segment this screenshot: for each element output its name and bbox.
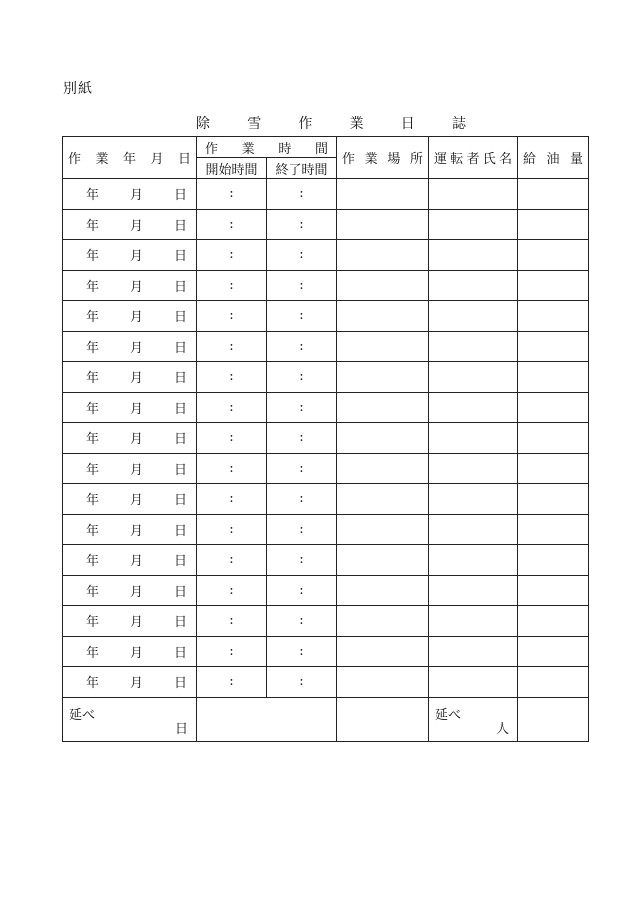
table-row (63, 362, 589, 393)
fuel-amount-cell[interactable] (518, 179, 589, 210)
end-time-cell[interactable] (267, 423, 337, 454)
heading-char: 転 (450, 152, 464, 167)
work-date-cell[interactable] (63, 392, 197, 423)
work-date-cell[interactable] (63, 331, 197, 362)
document-title (196, 113, 466, 133)
start-time-cell[interactable] (197, 179, 267, 210)
fuel-amount-cell[interactable] (518, 484, 589, 515)
time-separator: : (229, 643, 234, 659)
fuel-amount-cell[interactable] (518, 575, 589, 606)
end-time-cell[interactable] (267, 331, 337, 362)
total-place-blank (337, 697, 429, 741)
work-date-cell[interactable] (63, 423, 197, 454)
month-label: 月 (129, 218, 143, 234)
header-work-place (337, 137, 429, 179)
total-days-unit: 日 (174, 721, 188, 737)
work-place-cell[interactable] (337, 636, 429, 667)
driver-name-cell[interactable] (429, 331, 518, 362)
day-label: 日 (173, 340, 187, 356)
end-time-cell[interactable] (267, 545, 337, 576)
year-label: 年 (85, 310, 99, 326)
month-label: 月 (129, 340, 143, 356)
start-time-cell[interactable] (197, 240, 267, 271)
end-time-cell[interactable] (267, 667, 337, 698)
work-date-cell[interactable] (63, 606, 197, 637)
month-label: 月 (129, 188, 143, 204)
heading-char: 誌 (451, 116, 466, 132)
month-label: 月 (129, 523, 143, 539)
year-label: 年 (85, 188, 99, 204)
table-row (63, 667, 589, 698)
day-label: 日 (173, 493, 187, 509)
heading-char: 作 (205, 141, 219, 157)
day-label: 日 (173, 584, 187, 600)
table-row (63, 240, 589, 271)
start-time-cell[interactable] (197, 667, 267, 698)
month-label: 月 (129, 432, 143, 448)
work-place-cell[interactable] (337, 514, 429, 545)
day-label: 日 (173, 218, 187, 234)
header-fuel-amount (518, 137, 589, 179)
time-separator: : (299, 399, 304, 415)
heading-char: 業 (349, 116, 364, 132)
work-date-cell[interactable] (63, 301, 197, 332)
fuel-amount-cell[interactable] (518, 209, 589, 240)
time-separator: : (299, 582, 304, 598)
end-time-cell[interactable] (267, 270, 337, 301)
heading-char: 氏 (482, 152, 496, 167)
year-label: 年 (85, 371, 99, 387)
fuel-amount-cell[interactable] (518, 301, 589, 332)
heading-char: 所 (409, 152, 423, 167)
total-fuel-blank (518, 697, 589, 741)
total-days-cell (63, 697, 197, 741)
time-separator: : (229, 338, 234, 354)
heading-char: 日 (177, 152, 191, 167)
heading-char: 時 (278, 141, 292, 157)
driver-name-cell[interactable] (429, 453, 518, 484)
work-place-cell[interactable] (337, 240, 429, 271)
work-date-cell[interactable] (63, 575, 197, 606)
table-row (63, 453, 589, 484)
year-label: 年 (85, 645, 99, 661)
day-label: 日 (173, 249, 187, 265)
table-row (63, 179, 589, 210)
time-separator: : (299, 186, 304, 202)
day-label: 日 (173, 523, 187, 539)
start-time-cell[interactable] (197, 331, 267, 362)
total-time-blank (197, 697, 337, 741)
work-date-cell[interactable] (63, 484, 197, 515)
driver-name-cell[interactable] (429, 484, 518, 515)
time-separator: : (229, 247, 234, 263)
start-time-cell[interactable] (197, 575, 267, 606)
work-date-cell[interactable] (63, 362, 197, 393)
end-time-cell[interactable] (267, 240, 337, 271)
end-time-cell[interactable] (267, 636, 337, 667)
end-time-cell[interactable] (267, 362, 337, 393)
start-time-cell[interactable] (197, 606, 267, 637)
fuel-amount-cell[interactable] (518, 636, 589, 667)
time-separator: : (229, 369, 234, 385)
heading-char: 作 (342, 152, 356, 167)
snow-removal-log-table (62, 136, 589, 742)
time-separator: : (229, 308, 234, 324)
work-place-cell[interactable] (337, 423, 429, 454)
driver-name-cell[interactable] (429, 667, 518, 698)
driver-name-cell[interactable] (429, 575, 518, 606)
work-place-cell[interactable] (337, 575, 429, 606)
work-date-cell[interactable] (63, 453, 197, 484)
table-row (63, 423, 589, 454)
driver-name-cell[interactable] (429, 270, 518, 301)
time-separator: : (299, 369, 304, 385)
day-label: 日 (173, 310, 187, 326)
heading-char: 業 (364, 152, 378, 167)
work-date-cell[interactable] (63, 270, 197, 301)
heading-char: 月 (150, 152, 164, 167)
time-separator: : (229, 674, 234, 690)
end-time-cell[interactable] (267, 392, 337, 423)
year-label: 年 (85, 462, 99, 478)
driver-name-cell[interactable] (429, 209, 518, 240)
time-separator: : (229, 582, 234, 598)
fuel-amount-cell[interactable] (518, 423, 589, 454)
time-separator: : (229, 399, 234, 415)
heading-char: 運 (434, 152, 448, 167)
year-label: 年 (85, 401, 99, 417)
year-label: 年 (85, 432, 99, 448)
start-time-cell[interactable] (197, 514, 267, 545)
work-place-cell[interactable] (337, 392, 429, 423)
day-label: 日 (173, 462, 187, 478)
work-place-cell[interactable] (337, 606, 429, 637)
heading-char: 油 (546, 152, 560, 167)
fuel-amount-cell[interactable] (518, 453, 589, 484)
attachment-label: 別紙 (63, 81, 93, 97)
header-end-time: 終了時間 (267, 158, 337, 179)
end-time-cell[interactable] (267, 209, 337, 240)
day-label: 日 (173, 645, 187, 661)
month-label: 月 (129, 279, 143, 295)
work-date-cell[interactable] (63, 240, 197, 271)
driver-name-cell[interactable] (429, 514, 518, 545)
time-separator: : (299, 308, 304, 324)
heading-char: 業 (241, 141, 255, 157)
time-separator: : (229, 613, 234, 629)
year-label: 年 (85, 523, 99, 539)
time-separator: : (229, 186, 234, 202)
start-time-cell[interactable] (197, 270, 267, 301)
end-time-cell[interactable] (267, 179, 337, 210)
start-time-cell[interactable] (197, 636, 267, 667)
work-date-cell[interactable] (63, 667, 197, 698)
work-place-cell[interactable] (337, 179, 429, 210)
time-separator: : (229, 491, 234, 507)
year-label: 年 (85, 584, 99, 600)
work-place-cell[interactable] (337, 301, 429, 332)
work-place-cell[interactable] (337, 667, 429, 698)
fuel-amount-cell[interactable] (518, 667, 589, 698)
table-row (63, 575, 589, 606)
month-label: 月 (129, 584, 143, 600)
time-separator: : (299, 247, 304, 263)
total-people-unit: 人 (495, 721, 509, 737)
time-separator: : (299, 643, 304, 659)
fuel-amount-cell[interactable] (518, 362, 589, 393)
table-row (63, 484, 589, 515)
month-label: 月 (129, 493, 143, 509)
time-separator: : (299, 460, 304, 476)
total-people-label: 延べ (435, 707, 462, 723)
time-separator: : (229, 216, 234, 232)
heading-char: 年 (122, 152, 136, 167)
end-time-cell[interactable] (267, 453, 337, 484)
table-row (63, 636, 589, 667)
start-time-cell[interactable] (197, 362, 267, 393)
total-days-label: 延べ (69, 707, 96, 723)
driver-name-cell[interactable] (429, 606, 518, 637)
header-work-time (197, 137, 337, 158)
heading-char: 量 (569, 152, 583, 167)
day-label: 日 (173, 371, 187, 387)
time-separator: : (299, 552, 304, 568)
work-place-cell[interactable] (337, 209, 429, 240)
work-place-cell[interactable] (337, 331, 429, 362)
year-label: 年 (85, 340, 99, 356)
heading-char: 作 (298, 116, 313, 132)
table-row (63, 514, 589, 545)
fuel-amount-cell[interactable] (518, 606, 589, 637)
heading-char: 名 (498, 152, 512, 167)
month-label: 月 (129, 371, 143, 387)
table-row (63, 270, 589, 301)
day-label: 日 (173, 554, 187, 570)
year-label: 年 (85, 615, 99, 631)
heading-char: 間 (314, 141, 328, 157)
header-start-time: 開始時間 (197, 158, 267, 179)
day-label: 日 (173, 188, 187, 204)
driver-name-cell[interactable] (429, 301, 518, 332)
driver-name-cell[interactable] (429, 362, 518, 393)
work-place-cell[interactable] (337, 362, 429, 393)
driver-name-cell[interactable] (429, 545, 518, 576)
year-label: 年 (85, 279, 99, 295)
year-label: 年 (85, 554, 99, 570)
time-separator: : (299, 430, 304, 446)
work-place-cell[interactable] (337, 545, 429, 576)
fuel-amount-cell[interactable] (518, 545, 589, 576)
time-separator: : (229, 521, 234, 537)
header-work-date (63, 137, 197, 179)
header-driver-name (429, 137, 518, 179)
fuel-amount-cell[interactable] (518, 392, 589, 423)
year-label: 年 (85, 676, 99, 692)
month-label: 月 (129, 310, 143, 326)
fuel-amount-cell[interactable] (518, 514, 589, 545)
table-row (63, 209, 589, 240)
month-label: 月 (129, 249, 143, 265)
day-label: 日 (173, 615, 187, 631)
heading-char: 作 (68, 152, 82, 167)
end-time-cell[interactable] (267, 575, 337, 606)
time-separator: : (229, 277, 234, 293)
start-time-cell[interactable] (197, 392, 267, 423)
heading-char: 雪 (247, 116, 262, 132)
month-label: 月 (129, 401, 143, 417)
work-place-cell[interactable] (337, 484, 429, 515)
year-label: 年 (85, 249, 99, 265)
work-date-cell[interactable] (63, 636, 197, 667)
end-time-cell[interactable] (267, 301, 337, 332)
time-separator: : (229, 430, 234, 446)
end-time-cell[interactable] (267, 514, 337, 545)
heading-char: 場 (387, 152, 401, 167)
start-time-cell[interactable] (197, 301, 267, 332)
time-separator: : (299, 613, 304, 629)
driver-name-cell[interactable] (429, 392, 518, 423)
start-time-cell[interactable] (197, 453, 267, 484)
start-time-cell[interactable] (197, 423, 267, 454)
work-date-cell[interactable] (63, 179, 197, 210)
month-label: 月 (129, 615, 143, 631)
table-row (63, 545, 589, 576)
month-label: 月 (129, 676, 143, 692)
time-separator: : (299, 277, 304, 293)
fuel-amount-cell[interactable] (518, 240, 589, 271)
fuel-amount-cell[interactable] (518, 270, 589, 301)
driver-name-cell[interactable] (429, 636, 518, 667)
table-row (63, 606, 589, 637)
heading-char: 者 (466, 152, 480, 167)
year-label: 年 (85, 493, 99, 509)
day-label: 日 (173, 279, 187, 295)
end-time-cell[interactable] (267, 606, 337, 637)
driver-name-cell[interactable] (429, 240, 518, 271)
time-separator: : (299, 521, 304, 537)
table-row (63, 392, 589, 423)
day-label: 日 (173, 401, 187, 417)
table-row (63, 301, 589, 332)
heading-char: 業 (95, 152, 109, 167)
month-label: 月 (129, 645, 143, 661)
work-date-cell[interactable] (63, 514, 197, 545)
fuel-amount-cell[interactable] (518, 331, 589, 362)
year-label: 年 (85, 218, 99, 234)
work-place-cell[interactable] (337, 270, 429, 301)
time-separator: : (299, 338, 304, 354)
driver-name-cell[interactable] (429, 423, 518, 454)
table-row (63, 331, 589, 362)
work-date-cell[interactable] (63, 545, 197, 576)
driver-name-cell[interactable] (429, 179, 518, 210)
heading-char: 日 (400, 116, 415, 132)
start-time-cell[interactable] (197, 545, 267, 576)
day-label: 日 (173, 676, 187, 692)
time-separator: : (299, 674, 304, 690)
heading-char: 除 (196, 116, 210, 132)
time-separator: : (299, 216, 304, 232)
work-place-cell[interactable] (337, 453, 429, 484)
month-label: 月 (129, 554, 143, 570)
heading-char: 給 (523, 152, 537, 167)
time-separator: : (299, 491, 304, 507)
work-date-cell[interactable] (63, 209, 197, 240)
start-time-cell[interactable] (197, 484, 267, 515)
day-label: 日 (173, 432, 187, 448)
month-label: 月 (129, 462, 143, 478)
end-time-cell[interactable] (267, 484, 337, 515)
start-time-cell[interactable] (197, 209, 267, 240)
time-separator: : (229, 460, 234, 476)
total-people-cell (429, 697, 518, 741)
time-separator: : (229, 552, 234, 568)
